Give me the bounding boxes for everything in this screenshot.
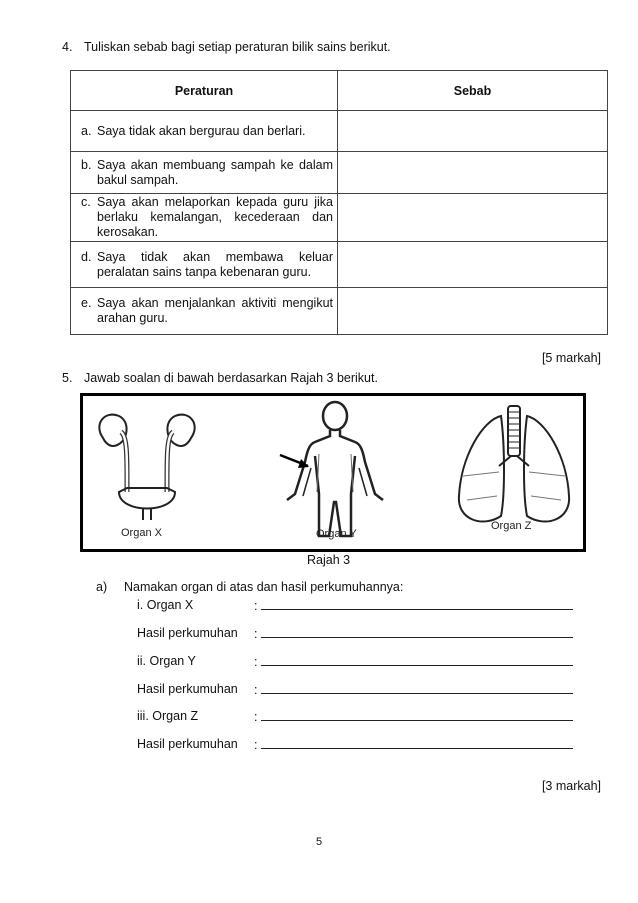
reason-cell-b[interactable] <box>338 152 608 194</box>
q5-text: Jawab soalan di bawah berdasarkan Rajah 3 berikut. <box>84 371 378 385</box>
label-organ-y: Organ Y <box>316 528 357 540</box>
part-a-letter: a) <box>96 580 108 594</box>
answer-label-organ-z: iii. Organ Z <box>137 709 199 723</box>
q4-marks: [5 markah] <box>541 351 601 365</box>
q4-number: 4. <box>62 40 73 54</box>
rule-a <box>71 111 338 152</box>
rule-text: Saya tidak akan membawa keluar peralatan sains tanpa kebenaran guru. <box>97 249 333 279</box>
header-reason: Sebab <box>338 71 608 111</box>
answer-label-waste-z: Hasil perkumuhan <box>137 737 238 751</box>
rule-letter: d. <box>81 249 92 264</box>
reason-cell-e[interactable] <box>338 288 608 335</box>
answer-line-organ-x[interactable]: : <box>254 598 573 613</box>
rules-table <box>70 70 608 335</box>
answer-label-waste-x: Hasil perkumuhan <box>137 626 238 640</box>
figure-box <box>80 393 586 552</box>
rule-e <box>71 288 338 335</box>
q5-marks: [3 markah] <box>541 779 601 793</box>
reason-cell-d[interactable] <box>338 242 608 288</box>
answer-line-organ-z[interactable]: : <box>254 709 573 724</box>
reason-cell-c[interactable] <box>338 194 608 242</box>
human-body-illustration <box>280 402 383 536</box>
answer-line-waste-z[interactable]: : <box>254 737 573 752</box>
answer-line-organ-y[interactable]: : <box>254 654 573 669</box>
rule-d <box>71 242 338 288</box>
rule-c <box>71 194 338 242</box>
part-a-text: Namakan organ di atas dan hasil perkumuhannya: <box>124 580 404 594</box>
answer-label-organ-x: i. Organ X <box>137 598 194 612</box>
answer-label-waste-y: Hasil perkumuhan <box>137 682 238 696</box>
answer-line-waste-y[interactable]: : <box>254 682 573 697</box>
answer-line-waste-x[interactable]: : <box>254 626 573 641</box>
page-number: 5 <box>315 836 323 848</box>
rule-letter: e. <box>81 296 92 310</box>
reason-cell-a[interactable] <box>338 111 608 152</box>
figure-caption: Rajah 3 <box>307 553 351 567</box>
rule-letter: a. <box>81 123 92 138</box>
label-organ-z: Organ Z <box>491 520 532 532</box>
label-organ-x: Organ X <box>121 527 162 539</box>
lungs-illustration <box>459 406 569 522</box>
answer-label-organ-y: ii. Organ Y <box>137 654 196 668</box>
rule-text: Saya tidak akan bergurau dan berlari. <box>97 123 306 138</box>
rule-b <box>71 152 338 194</box>
rule-letter: c. <box>81 195 91 209</box>
q5-number: 5. <box>62 371 73 385</box>
rule-text: Saya akan menjalankan aktiviti mengikut arahan guru. <box>97 296 333 325</box>
q4-text: Tuliskan sebab bagi setiap peraturan bilik sains berikut. <box>84 40 391 54</box>
rule-letter: b. <box>81 157 92 172</box>
kidney-urinary-illustration <box>99 415 194 520</box>
rule-text: Saya akan membuang sampah ke dalam bakul sampah. <box>97 157 333 187</box>
header-rule: Peraturan <box>71 71 338 111</box>
rule-text: Saya akan melaporkan kepada guru jika berlaku kemalangan, kecederaan dan kerosakan. <box>97 195 333 239</box>
